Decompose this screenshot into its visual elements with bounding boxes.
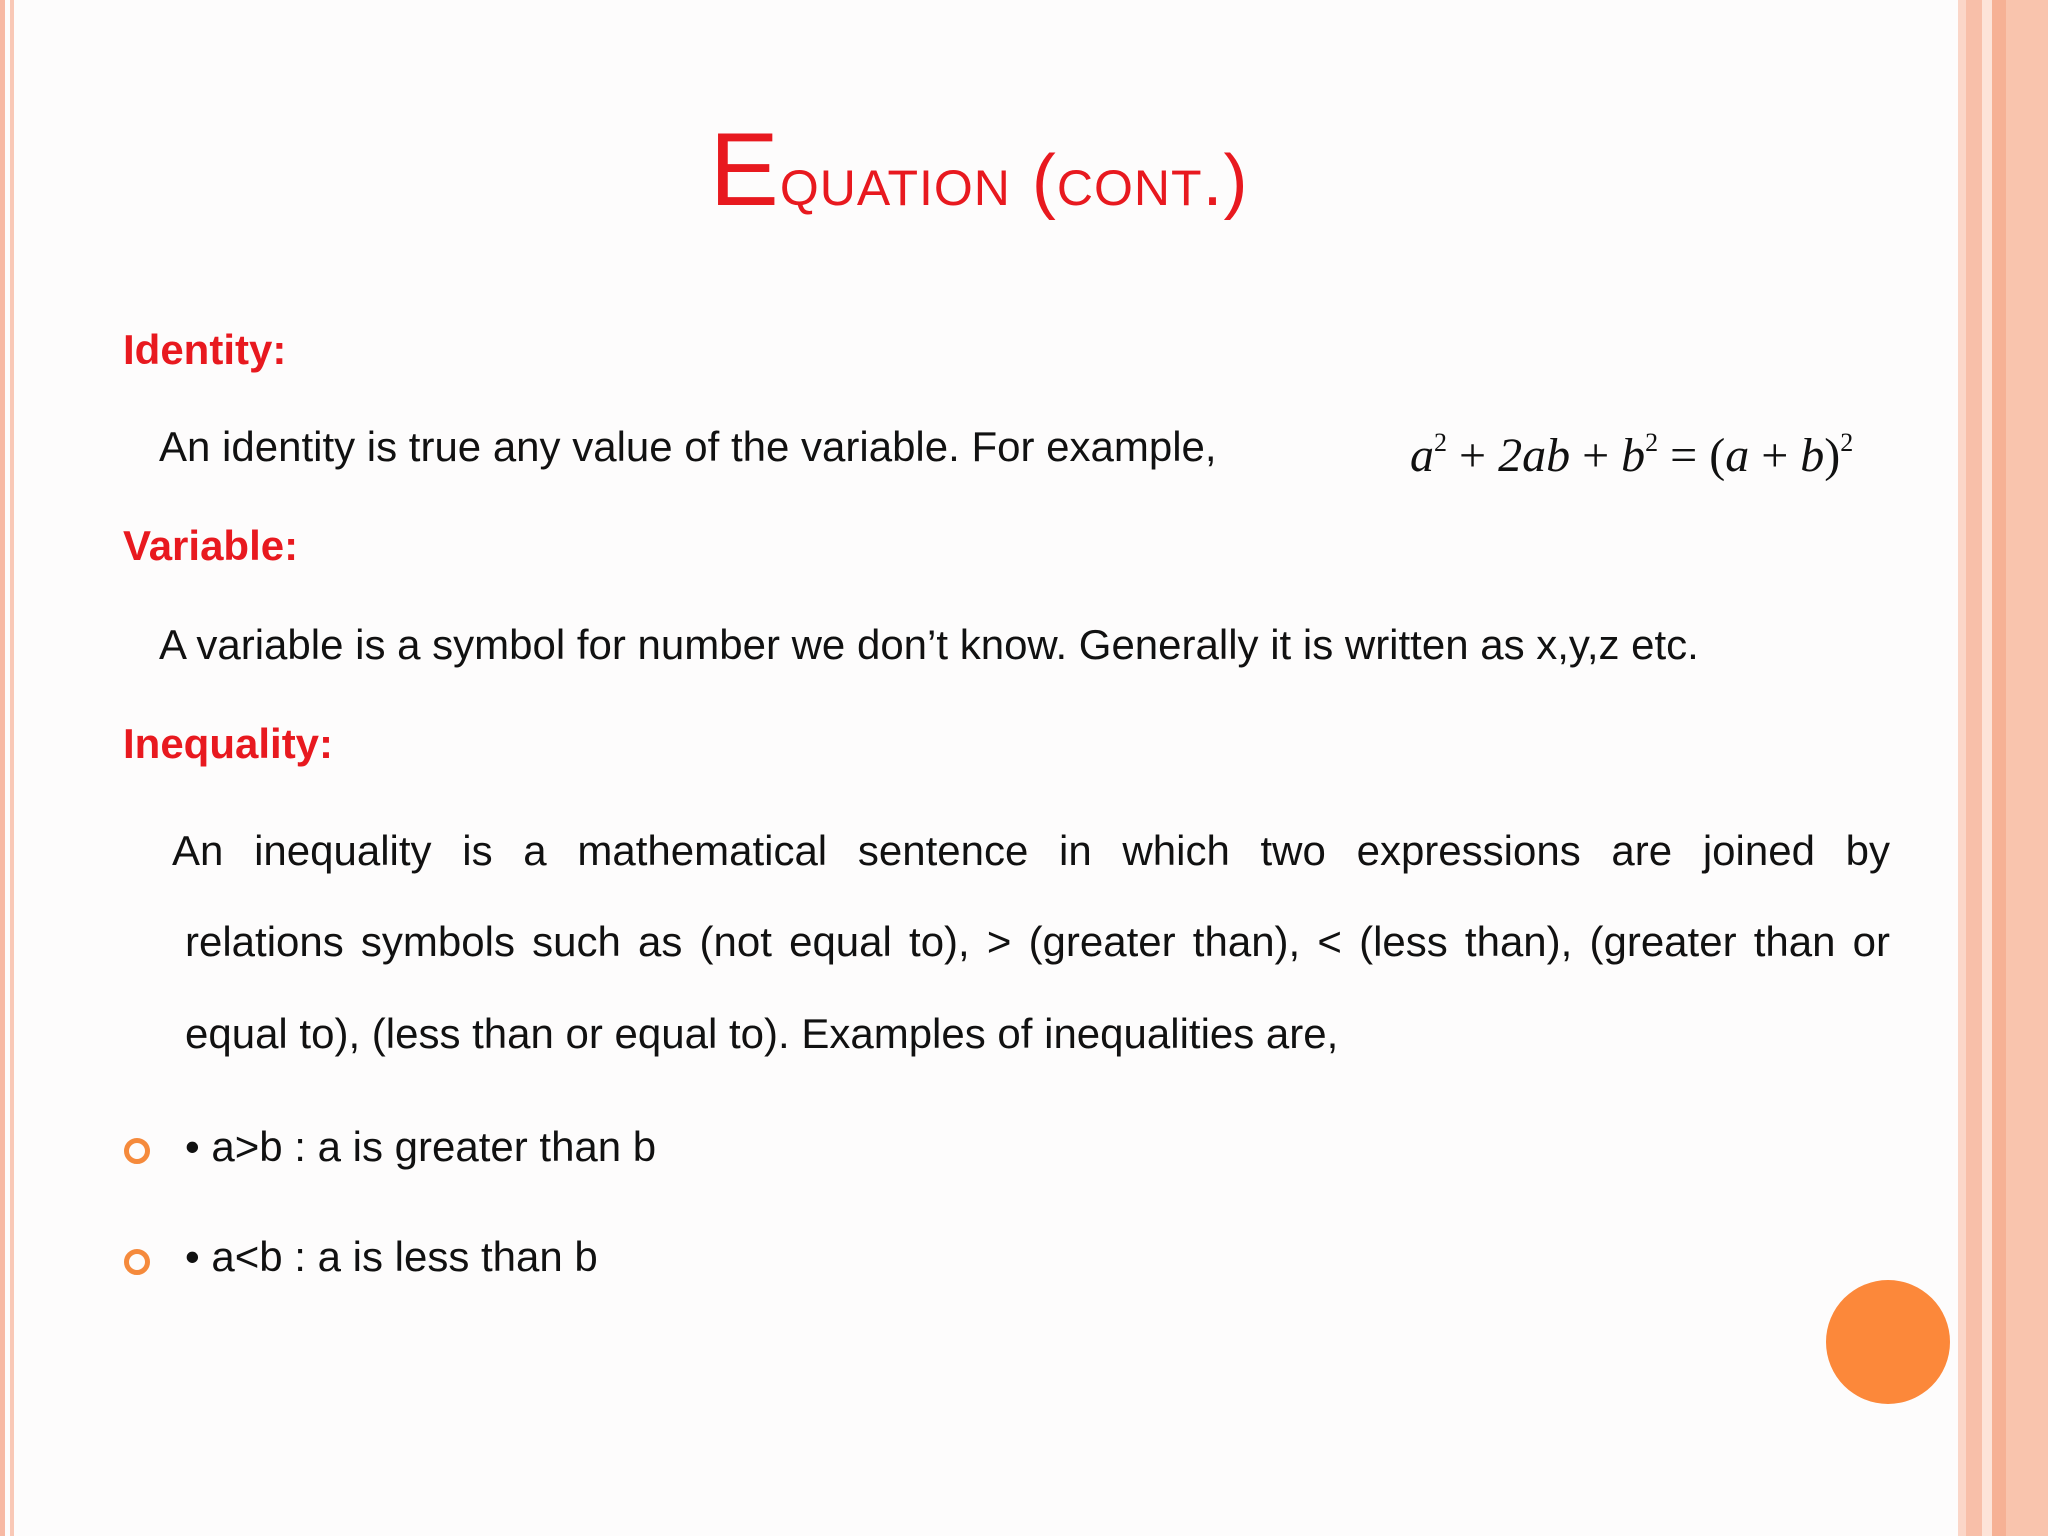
right-border-stripe: [1958, 0, 1966, 1536]
formula-exp: 2: [1840, 428, 1854, 457]
bullet-item: • a<b : a is less than b: [185, 1233, 598, 1280]
right-border-stripe: [1982, 0, 1992, 1536]
right-border-stripe: [2006, 0, 2048, 1536]
title-initial: E: [709, 112, 780, 228]
formula-plus: +: [1459, 429, 1487, 482]
bullet-marker-icon: [124, 1249, 150, 1275]
title-rest: quation (cont.): [779, 141, 1249, 221]
variable-heading: Variable:: [123, 522, 299, 569]
variable-text: A variable is a symbol for number we don’t know. Generally it is written as x,y,z etc.: [159, 621, 1699, 668]
inequality-paragraph-line1: An inequality is a mathematical sentence in which two expressions are joined by: [172, 827, 1890, 874]
formula-a: a: [1410, 429, 1434, 482]
formula-equals: =: [1670, 429, 1698, 482]
formula-b: b: [1800, 429, 1825, 482]
right-border-stripe: [1966, 0, 1982, 1536]
formula-plus: +: [1582, 429, 1610, 482]
formula-plus: +: [1761, 429, 1789, 482]
formula-rparen: ): [1824, 429, 1841, 482]
inequality-paragraph: relations symbols such as (not equal to), > (greater than), < (less than), (greater than or equal to), (less than or equal to). Examples of inequalities are,: [185, 918, 1890, 1057]
right-border-stripe: [1992, 0, 2006, 1536]
decorative-orange-circle: [1826, 1280, 1950, 1404]
identity-text: An identity is true any value of the variable. For example,: [159, 423, 1217, 470]
left-border-stripe: [0, 0, 5, 1536]
slide-title: [0, 112, 1958, 228]
formula-2ab: 2ab: [1498, 429, 1571, 482]
identity-formula: [1410, 428, 1853, 483]
identity-heading: Identity:: [123, 326, 287, 373]
formula-lparen: (: [1709, 429, 1726, 482]
formula-a: a: [1725, 429, 1750, 482]
bullet-item: • a>b : a is greater than b: [185, 1123, 657, 1170]
formula-b: b: [1621, 429, 1646, 482]
formula-exp: 2: [1434, 428, 1447, 457]
formula-exp: 2: [1645, 428, 1659, 457]
inequality-heading: Inequality:: [123, 720, 334, 767]
bullet-marker-icon: [124, 1138, 150, 1164]
left-border-stripe: [10, 0, 14, 1536]
